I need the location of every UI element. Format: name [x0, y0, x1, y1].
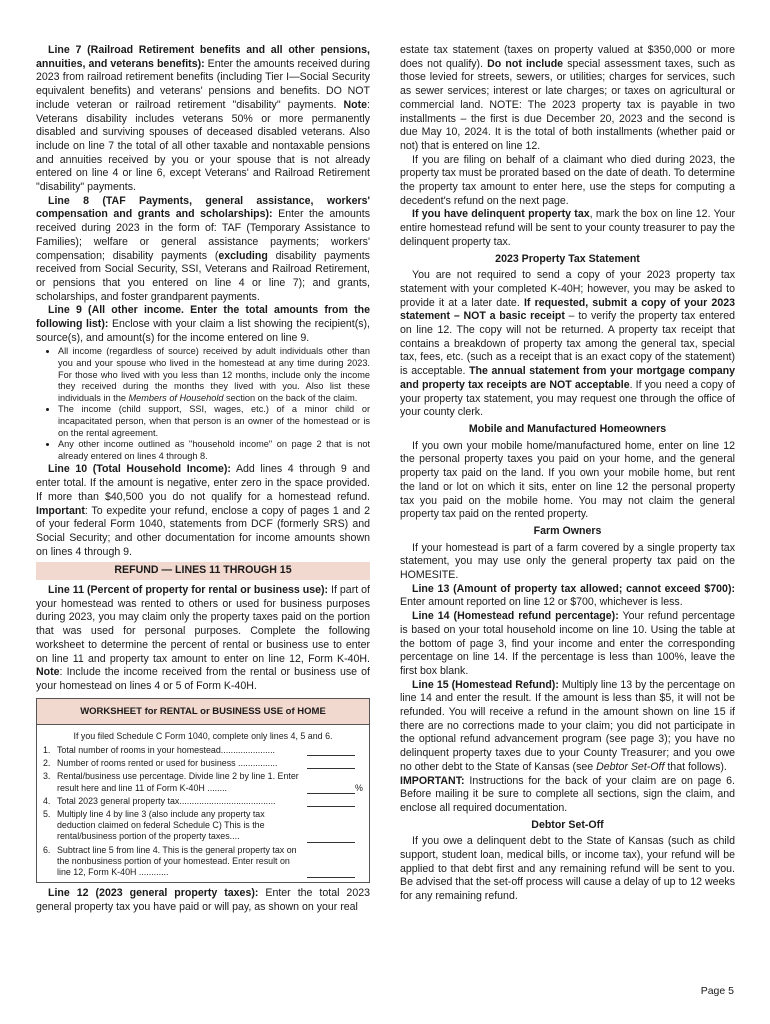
worksheet-row-text: Total 2023 general property tax.......................................	[57, 795, 276, 806]
line9-bullet-list	[36, 346, 370, 462]
worksheet-row-text: Rental/business use percentage. Divide line 2 by line 1. Enter result here and line 11 of Form K-40H ........	[57, 771, 299, 793]
worksheet-row-text: Number of rooms rented or used for business ................	[57, 758, 278, 769]
list-item: • Any other income outlined as "household income" on page 2 that is not already entered on lines 4 through 8.	[58, 439, 370, 462]
worksheet-title: WORKSHEET for RENTAL or BUSINESS USE of HOME	[37, 699, 369, 725]
worksheet-body	[37, 725, 369, 882]
worksheet-row-number: 3.	[43, 771, 51, 782]
worksheet-row-text: Subtract line 5 from line 4. This is the general property tax on the nonbusiness portion of your homestead. Enter result on line 12, Form K-40H ............	[57, 844, 297, 878]
line12-paragraph: Line 12 (2023 general property taxes): Enter the total 2023 general property tax you have paid or will pay, as shown on your real	[36, 887, 370, 913]
worksheet-row-number: 6.	[43, 844, 51, 855]
worksheet-entry-field[interactable]	[307, 758, 355, 769]
list-item: • All income (regardless of source) received by adult individuals other than you and your spouse who lived in the homestead at any time during 2023. For those who lived with you less than 12 months, include only the income they received during the months they lived with you. Also list these individuals in the Members of Household section on the back of the claim.	[58, 346, 370, 404]
important-paragraph: IMPORTANT: Instructions for the back of your claim are on page 6. Before mailing it be sure to complete all sections, sign the claim, and enclose all required documentation.	[400, 774, 735, 814]
line13-paragraph: Line 13 (Amount of property tax allowed; cannot exceed $700): Enter amount reported on line 12 or $700, whichever is less.	[400, 582, 735, 609]
worksheet-entry-field[interactable]	[307, 783, 355, 794]
mobile-homeowners-paragraph: If you own your mobile home/manufactured home, enter on line 12 the personal property taxes you paid on your home, and the general property tax paid on the land. If you own your mobile home, but rent the land or lot on which it sits, enter on line 12 the personal property tax you paid on the mobile home. You may not claim the general property tax paid on the rented property.	[400, 439, 735, 521]
debtor-set-off-paragraph: If you owe a delinquent debt to the State of Kansas (such as child support, student loan, medical bills, or income tax), your refund will be applied to that debt first and any remaining refund will be sent to you. Be advised that the set-off process will cause a delay of up to 12 weeks for any remaining refund.	[400, 835, 735, 903]
worksheet-row	[43, 771, 363, 793]
line9-paragraph: Line 9 (All other income. Enter the total amounts from the following list): Enclose with your claim a list showing the recipient(s), source(s), and amount(s) for the income entered on line 9.	[36, 304, 370, 344]
worksheet-row-text: Total number of rooms in your homestead......................	[57, 745, 276, 756]
worksheet-entry-field[interactable]	[307, 832, 355, 843]
delinquent-tax-paragraph: If you have delinquent property tax, mark the box on line 12. Your entire homestead refund will be sent to your county treasurer to pay the delinquent property tax.	[400, 208, 735, 248]
worksheet-row-text: Multiply line 4 by line 3 (also include any property tax deduction claimed on federal Schedule C) This is the rental/business portion of the property taxes....	[57, 809, 265, 842]
rental-business-worksheet	[36, 698, 370, 884]
mobile-homeowners-heading: Mobile and Manufactured Homeowners	[468, 422, 667, 435]
line11-paragraph: Line 11 (Percent of property for rental or business use): If part of your homestead was rented to others or used for business purposes during 2023, you may claim only the property taxes paid on the portion that was used for personal purposes. Complete the following worksheet to determine the percent of rental or business use to enter on line 11 and property tax amount to enter on line 12, Form K-40H. Note: Include the income received from the rental or business use of your homestead on lines 4 or 5 of Form K-40H.	[36, 584, 370, 692]
worksheet-entry-field[interactable]	[307, 745, 355, 756]
worksheet-row-number: 2.	[43, 758, 51, 769]
worksheet-row	[43, 845, 363, 879]
worksheet-intro: If you filed Schedule C Form 1040, complete only lines 4, 5 and 6.	[73, 730, 333, 741]
line10-paragraph: Line 10 (Total Household Income): Add lines 4 through 9 and enter total. If the amount is negative, enter zero in the space provided. If more than $40,500 you do not qualify for a homestead refund. Important: To expedite your refund, enclose a copy of pages 1 and 2 of your federal Form 1040, statements from DCF (formerly SRS) and Social Security; and other documentation for income amounts shown on lines 4 through 9.	[36, 463, 370, 558]
right-column	[400, 44, 735, 904]
worksheet-row	[43, 809, 363, 843]
left-column	[36, 44, 370, 915]
worksheet-entry-field[interactable]	[307, 796, 355, 807]
line7-paragraph: Line 7 (Railroad Retirement benefits and all other pensions, annuities, and veterans benefits): Enter the amounts received during 2023 from railroad retirement benefits (including Tier I—Social Security equivalent benefits) and veterans' pensions and benefits. DO NOT include veteran or railroad retirement "disability" payments. Note: Veterans disability includes veterans 50% or more permanently disabled and surviving spouses of deceased disabled veterans. Also include on line 7 the total of all other taxable and nontaxable pensions and annuities received by you or your spouse that is not already entered on line 4 or line 6, except Veterans' and Railroad Retirement "disability" payments.	[36, 44, 370, 194]
worksheet-row	[43, 796, 363, 807]
refund-section-heading: REFUND — LINES 11 THROUGH 15	[36, 562, 370, 580]
line8-paragraph: Line 8 (TAF Payments, general assistance, workers' compensation and grants and scholarships): Enter the amounts received during 2023 in the form of: TAF (Temporary Assistance to Families); welfare or general assistance payments; workers' compensation; disability payments (excluding disability payments received from Social Security, SSI, Veterans and Railroad Retirement, or pensions that you entered on line 4 or line 7); and grants, scholarships, and foster grandparent payments.	[36, 194, 370, 303]
property-tax-statement-paragraph: You are not required to send a copy of your 2023 property tax statement with your completed K-40H; however, you may be asked to provide it at a later date. If requested, submit a copy of your 2023 statement – NOT a basic receipt – to verify the property tax entered on line 12. The copy will not be returned. A property tax receipt that contains a breakdown of property tax among the general tax, special tax, fees, etc. (such as a receipt that is an exact copy of the statement) is acceptable. The annual statement from your mortgage company and property tax receipts are NOT acceptable. If you need a copy of your property tax statement, you may request one through the office of your county clerk.	[400, 269, 735, 419]
farm-owners-paragraph: If your homestead is part of a farm covered by a single property tax statement, you may use only the general property tax paid on the HOMESITE.	[400, 541, 735, 582]
percent-sign: %	[355, 782, 363, 793]
farm-owners-heading: Farm Owners	[533, 524, 602, 537]
worksheet-row	[43, 758, 363, 769]
line12-continued-paragraph: estate tax statement (taxes on property valued at $350,000 or more does not qualify). Do not include special assessment taxes, such as those levied for streets, sewers, or utilities; charges for services, such as sewer services; interest or late charges; or taxes on agricultural or commercial land. NOTE: The 2023 property tax is payable in two installments – the first is due December 20, 2023 and the second is due May 10, 2024. It is the total of both installments (whether paid or not) that is entered on line 12.	[400, 44, 736, 152]
list-item: • The income (child support, SSI, wages, etc.) of a minor child or incapacitated person, when that person is an owner of the homestead or is on the rental agreement.	[58, 404, 370, 439]
line14-paragraph: Line 14 (Homestead refund percentage): Your refund percentage is based on your total household income on line 10. Using the table at the bottom of page 3, find your income and enter the corresponding percentage on line 14. If the percentage is less than 100%, leave the first box blank.	[400, 610, 735, 677]
page-number: Page 5	[700, 985, 734, 997]
worksheet-row-number: 5.	[43, 809, 51, 820]
property-tax-statement-heading: 2023 Property Tax Statement	[495, 252, 640, 265]
debtor-set-off-heading: Debtor Set-Off	[531, 818, 604, 831]
line15-paragraph: Line 15 (Homestead Refund): Multiply line 13 by the percentage on line 14 and enter the result. If the amount is less than $5, it will not be refunded. You will receive a refund in the amount shown on line 15 if there are no corrections made to your claim; you did not participate in the optional refund advancement program (see page 3); you have no delinquent property taxes due to your County Treasurer; and you owe no other debt to the State of Kansas (see Debtor Set-Off that follows).	[400, 678, 735, 773]
worksheet-row	[43, 745, 363, 756]
worksheet-row-number: 1.	[43, 745, 51, 756]
worksheet-row-number: 4.	[43, 795, 51, 806]
worksheet-entry-field[interactable]	[307, 867, 355, 878]
deceased-claimant-paragraph: If you are filing on behalf of a claimant who died during 2023, the property tax must be prorated based on the date of death. To determine the property tax amount to enter here, use the steps for computing a decedent's refund on the next page.	[400, 153, 735, 207]
